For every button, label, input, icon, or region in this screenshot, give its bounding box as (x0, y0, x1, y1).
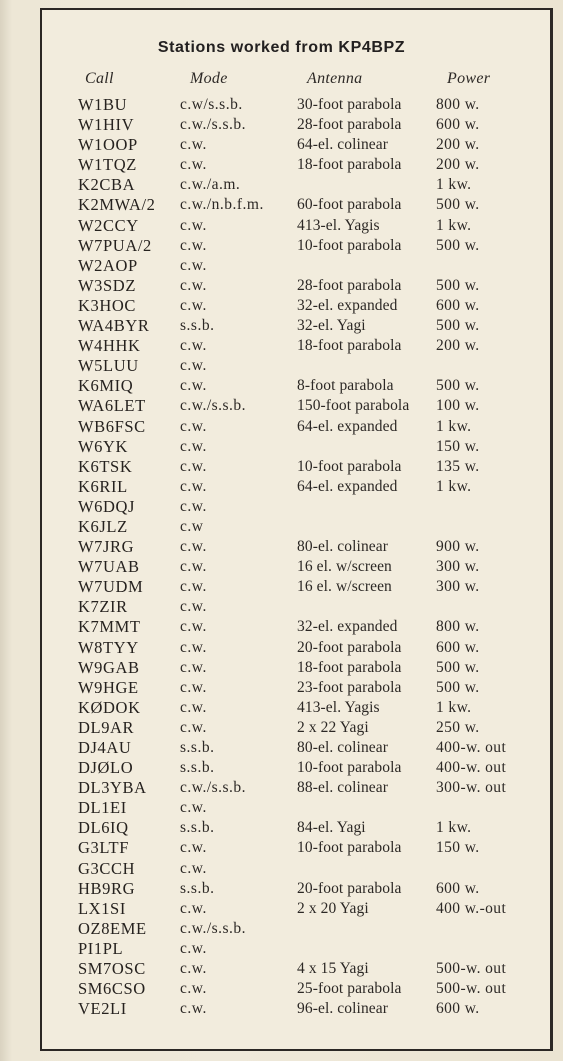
station-call-sign: W1BU (78, 95, 128, 114)
station-call-sign: WA6LET (78, 396, 146, 416)
station-mode: c.w. (180, 457, 207, 475)
station-power: 300-w. out (436, 779, 507, 797)
station-call-sign: K2CBA (78, 175, 136, 195)
table-row (0, 376, 563, 396)
station-call-sign: W9HGE (78, 677, 139, 697)
station-antenna: 28-foot parabola (297, 116, 402, 134)
station-power: 200 w. (436, 136, 480, 154)
station-antenna: 28-foot parabola (297, 276, 402, 294)
station-antenna: 80-el. colinear (297, 739, 389, 756)
station-antenna: 32-el. expanded (297, 618, 398, 636)
station-antenna: 16 el. w/screen (297, 558, 392, 576)
station-mode: c.w. (180, 136, 207, 154)
station-antenna: 18-foot parabola (297, 658, 402, 676)
station-mode: c.w. (180, 538, 207, 556)
table-row (0, 296, 563, 316)
station-call-sign: W7PUA/2 (78, 235, 152, 255)
table-row (0, 195, 563, 215)
station-antenna: 150-foot parabola (297, 397, 410, 415)
station-mode: c.w. (180, 156, 207, 174)
table-row (0, 115, 563, 135)
table-row (0, 175, 563, 195)
station-antenna: 64-el. colinear (297, 136, 389, 154)
station-call-sign: SM7OSC (78, 959, 146, 979)
station-antenna: 23-foot parabola (297, 678, 402, 696)
station-call-sign: W6YK (78, 436, 129, 456)
station-antenna: 32-el. Yagi (297, 317, 366, 335)
station-mode: s.s.b. (180, 759, 215, 777)
station-mode: c.w. (180, 980, 207, 998)
station-power: 1 kw. (436, 698, 472, 716)
station-power: 800 w. (436, 96, 480, 113)
station-antenna: 84-el. Yagi (297, 819, 366, 837)
table-row (0, 859, 563, 879)
table-row (0, 336, 563, 356)
station-power: 200 w. (436, 156, 480, 174)
table-row (0, 417, 563, 437)
station-power: 400-w. out (436, 739, 507, 756)
table-row (0, 678, 563, 698)
table-row (0, 959, 563, 979)
table-row (0, 698, 563, 718)
station-call-sign: DJØLO (78, 758, 134, 778)
table-row (0, 738, 563, 758)
station-mode: c.w. (180, 799, 207, 817)
table-row (0, 879, 563, 899)
station-antenna: 20-foot parabola (297, 879, 402, 897)
table-row (0, 979, 563, 999)
station-call-sign: WB6FSC (78, 416, 146, 436)
station-call-sign: K6MIQ (78, 376, 134, 396)
station-power: 800 w. (436, 618, 480, 636)
table-row (0, 919, 563, 939)
station-antenna: 20-foot parabola (297, 638, 402, 656)
table-row (0, 256, 563, 276)
station-antenna: 64-el. expanded (297, 417, 398, 435)
station-antenna: 96-el. colinear (297, 1000, 389, 1018)
station-antenna: 25-foot parabola (297, 980, 402, 998)
station-call-sign: W2AOP (78, 255, 138, 275)
table-row (0, 838, 563, 858)
table-row (0, 577, 563, 597)
station-antenna: 30-foot parabola (297, 96, 402, 113)
station-mode: c.w. (180, 718, 207, 736)
table-row (0, 638, 563, 658)
station-mode: s.s.b. (180, 819, 215, 837)
station-call-sign: HB9RG (78, 878, 136, 898)
station-antenna: 10-foot parabola (297, 457, 402, 475)
station-mode: c.w. (180, 638, 207, 656)
table-row (0, 216, 563, 236)
station-call-sign: W5LUU (78, 356, 139, 376)
table-row (0, 798, 563, 818)
header-mode: Mode (190, 70, 228, 87)
station-mode: c.w (180, 517, 204, 535)
station-antenna: 10-foot parabola (297, 839, 402, 857)
station-power: 500 w. (436, 317, 480, 335)
station-mode: c.w. (180, 236, 207, 254)
station-call-sign: DL1EI (78, 798, 127, 818)
station-call-sign: KØDOK (78, 697, 141, 717)
station-call-sign: K7MMT (78, 617, 141, 637)
station-antenna: 80-el. colinear (297, 538, 389, 556)
table-row (0, 276, 563, 296)
table-row (0, 236, 563, 256)
station-antenna: 32-el. expanded (297, 296, 398, 314)
table-row (0, 95, 563, 115)
station-call-sign: LX1SI (78, 898, 126, 918)
station-call-sign: K6TSK (78, 456, 133, 476)
station-call-sign: VE2LI (78, 999, 127, 1019)
station-mode: c.w. (180, 377, 207, 395)
table-title: Stations worked from KP4BPZ (157, 39, 406, 56)
station-mode: c.w. (180, 437, 207, 455)
table-row (0, 818, 563, 838)
station-power: 1 kw. (436, 417, 472, 435)
station-mode: c.w. (180, 216, 207, 234)
station-call-sign: SM6CSO (78, 979, 146, 999)
station-mode: c.w. (180, 337, 207, 355)
table-row (0, 899, 563, 919)
station-mode: c.w. (180, 859, 207, 877)
table-row (0, 316, 563, 336)
station-mode: c.w/s.s.b. (180, 96, 243, 113)
station-power: 500 w. (436, 377, 480, 395)
station-call-sign: W9GAB (78, 657, 140, 677)
station-mode: c.w./n.b.f.m. (180, 196, 264, 214)
station-mode: c.w. (180, 558, 207, 576)
station-mode: s.s.b. (180, 739, 215, 756)
station-call-sign: W7JRG (78, 537, 135, 557)
station-call-sign: DL9AR (78, 717, 135, 737)
station-antenna: 2 x 20 Yagi (297, 899, 369, 917)
station-call-sign: K7ZIR (78, 597, 128, 617)
table-row (0, 457, 563, 477)
station-antenna: 10-foot parabola (297, 236, 402, 254)
table-row (0, 356, 563, 376)
station-power: 600 w. (436, 879, 480, 897)
station-mode: c.w. (180, 658, 207, 676)
station-power: 400-w. out (436, 759, 507, 777)
table-row (0, 718, 563, 738)
table-row (0, 617, 563, 637)
table-row (0, 396, 563, 416)
station-antenna: 64-el. expanded (297, 477, 398, 495)
station-call-sign: DL3YBA (78, 778, 147, 798)
station-call-sign: PI1PL (78, 938, 124, 958)
station-call-sign: W4HHK (78, 336, 141, 356)
station-call-sign: OZ8EME (78, 918, 147, 938)
station-antenna: 60-foot parabola (297, 196, 402, 214)
station-mode: c.w. (180, 598, 207, 616)
header-antenna: Antenna (307, 70, 363, 87)
station-table-body (0, 95, 563, 1019)
table-row (0, 778, 563, 798)
station-call-sign: WA4BYR (78, 316, 150, 336)
station-power: 1 kw. (436, 477, 472, 495)
station-call-sign: DL6IQ (78, 818, 129, 838)
station-call-sign: K3HOC (78, 295, 137, 315)
station-antenna: 413-el. Yagis (297, 698, 380, 716)
station-power: 400 w.-out (436, 899, 507, 917)
station-antenna: 88-el. colinear (297, 779, 389, 797)
table-row (0, 437, 563, 457)
station-mode: c.w. (180, 256, 207, 274)
station-mode: c.w. (180, 698, 207, 716)
table-row (0, 517, 563, 537)
table-row (0, 537, 563, 557)
station-antenna: 413-el. Yagis (297, 216, 380, 234)
station-mode: c.w. (180, 296, 207, 314)
station-mode: c.w. (180, 578, 207, 596)
table-row (0, 758, 563, 778)
station-antenna: 18-foot parabola (297, 156, 402, 174)
station-call-sign: K2MWA/2 (78, 195, 156, 215)
station-mode: c.w./s.s.b. (180, 919, 247, 937)
station-call-sign: W6DQJ (78, 496, 136, 516)
station-mode: c.w. (180, 357, 207, 375)
station-power: 100 w. (436, 397, 480, 415)
table-row (0, 939, 563, 959)
station-power: 600 w. (436, 116, 480, 134)
station-mode: c.w. (180, 839, 207, 857)
station-call-sign: W1HIV (78, 115, 135, 135)
station-antenna: 18-foot parabola (297, 337, 402, 355)
station-mode: c.w./s.s.b. (180, 397, 247, 415)
station-mode: c.w./s.s.b. (180, 116, 247, 134)
station-power: 900 w. (436, 538, 480, 556)
station-power: 135 w. (436, 457, 480, 475)
station-antenna: 8-foot parabola (297, 377, 394, 395)
header-power: Power (447, 70, 491, 87)
station-power: 600 w. (436, 296, 480, 314)
station-power: 600 w. (436, 1000, 480, 1018)
station-mode: c.w. (180, 899, 207, 917)
table-row (0, 597, 563, 617)
station-mode: c.w. (180, 417, 207, 435)
station-mode: c.w. (180, 497, 207, 515)
station-mode: c.w./s.s.b. (180, 779, 247, 797)
table-row (0, 999, 563, 1019)
station-mode: s.s.b. (180, 317, 215, 335)
station-power: 500 w. (436, 678, 480, 696)
station-call-sign: W8TYY (78, 637, 139, 657)
station-call-sign: W7UAB (78, 557, 140, 577)
station-mode: c.w. (180, 276, 207, 294)
station-mode: c.w. (180, 960, 207, 978)
station-power: 500-w. out (436, 960, 507, 978)
station-call-sign: W2CCY (78, 215, 139, 235)
station-call-sign: W1OOP (78, 135, 138, 155)
station-mode: c.w./a.m. (180, 176, 241, 194)
station-mode: c.w. (180, 939, 207, 957)
station-power: 300 w. (436, 578, 480, 596)
station-call-sign: K6RIL (78, 476, 128, 496)
station-call-sign: K6JLZ (78, 516, 128, 536)
table-row (0, 477, 563, 497)
station-call-sign: W1TQZ (78, 155, 137, 175)
header-call: Call (85, 70, 114, 87)
station-mode: c.w. (180, 1000, 207, 1018)
station-power: 1 kw. (436, 216, 472, 234)
station-antenna: 16 el. w/screen (297, 578, 392, 596)
station-power: 1 kw. (436, 176, 472, 194)
station-call-sign: G3CCH (78, 858, 136, 878)
station-antenna: 2 x 22 Yagi (297, 718, 369, 736)
table-row (0, 135, 563, 155)
station-mode: s.s.b. (180, 879, 215, 897)
station-call-sign: W3SDZ (78, 275, 136, 295)
station-mode: c.w. (180, 678, 207, 696)
station-power: 500 w. (436, 658, 480, 676)
station-power: 500 w. (436, 196, 480, 214)
station-power: 500-w. out (436, 980, 507, 998)
table-row (0, 155, 563, 175)
station-power: 300 w. (436, 558, 480, 576)
station-mode: c.w. (180, 618, 207, 636)
station-mode: c.w. (180, 477, 207, 495)
table-row (0, 658, 563, 678)
station-power: 1 kw. (436, 819, 472, 837)
station-power: 500 w. (436, 236, 480, 254)
table-row (0, 497, 563, 517)
station-call-sign: DJ4AU (78, 738, 132, 757)
table-row (0, 557, 563, 577)
station-power: 250 w. (436, 718, 480, 736)
station-power: 200 w. (436, 337, 480, 355)
station-power: 150 w. (436, 839, 480, 857)
station-antenna: 4 x 15 Yagi (297, 960, 369, 978)
station-power: 500 w. (436, 276, 480, 294)
station-call-sign: G3LTF (78, 838, 129, 858)
station-call-sign: W7UDM (78, 577, 144, 597)
station-antenna: 10-foot parabola (297, 759, 402, 777)
station-power: 150 w. (436, 437, 480, 455)
station-power: 600 w. (436, 638, 480, 656)
